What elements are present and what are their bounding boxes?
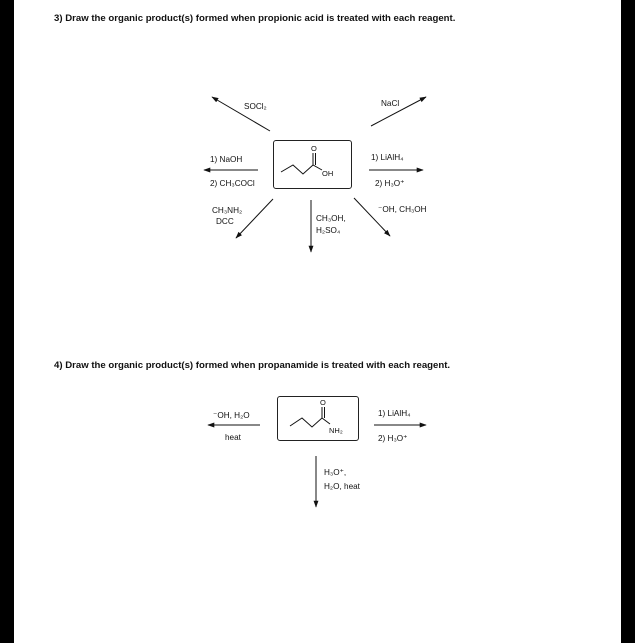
propionic-acid-o: O — [311, 144, 317, 153]
reagent-ch3oh: CH₃OH, — [316, 214, 346, 223]
propanamide-nh2: NH₂ — [329, 426, 343, 435]
reaction-scheme — [14, 0, 621, 643]
reagent-h2so4: H₂SO₄ — [316, 226, 341, 235]
arrow-oh-ch3oh — [354, 198, 390, 236]
reagent-ch3nh2: CH₃NH₂ — [212, 206, 243, 215]
reagent-socl2: SOCl₂ — [244, 102, 267, 111]
reagent-oh-ch3oh: ⁻OH, CH₃OH — [378, 205, 427, 214]
worksheet-page — [14, 0, 621, 643]
propanamide-structure — [290, 407, 330, 427]
reagent-ch3cocl: 2) CH₃COCl — [210, 179, 255, 188]
reagent-naoh: 1) NaOH — [210, 155, 243, 164]
reagent-heat: heat — [225, 433, 241, 442]
reagent-h3o-heat: H₃O⁺, — [324, 468, 347, 477]
arrow-nacl — [371, 97, 426, 126]
reagent-h3o-q4: 2) H₃O⁺ — [378, 434, 408, 443]
arrow-ch3nh2 — [236, 199, 273, 238]
reagent-lialh4-q4: 1) LiAlH₄ — [378, 409, 411, 418]
reagent-nacl: NaCl — [381, 99, 400, 108]
reagent-h2o-heat: H₂O, heat — [324, 482, 360, 491]
reagent-oh-h2o: ⁻OH, H₂O — [213, 411, 250, 420]
propionic-acid-oh: OH — [322, 169, 334, 178]
propanamide-o: O — [320, 398, 326, 407]
arrow-socl2 — [212, 97, 270, 131]
question-3-title: 3) Draw the organic product(s) formed when propionic acid is treated with each reagent. — [54, 13, 456, 24]
reagent-lialh4: 1) LiAlH₄ — [371, 153, 404, 162]
propionic-acid-structure — [281, 153, 322, 174]
question-4-title: 4) Draw the organic product(s) formed when propanamide is treated with each reagent. — [54, 360, 451, 371]
reagent-h3o: 2) H₃O⁺ — [375, 179, 405, 188]
reagent-dcc: DCC — [216, 217, 234, 226]
